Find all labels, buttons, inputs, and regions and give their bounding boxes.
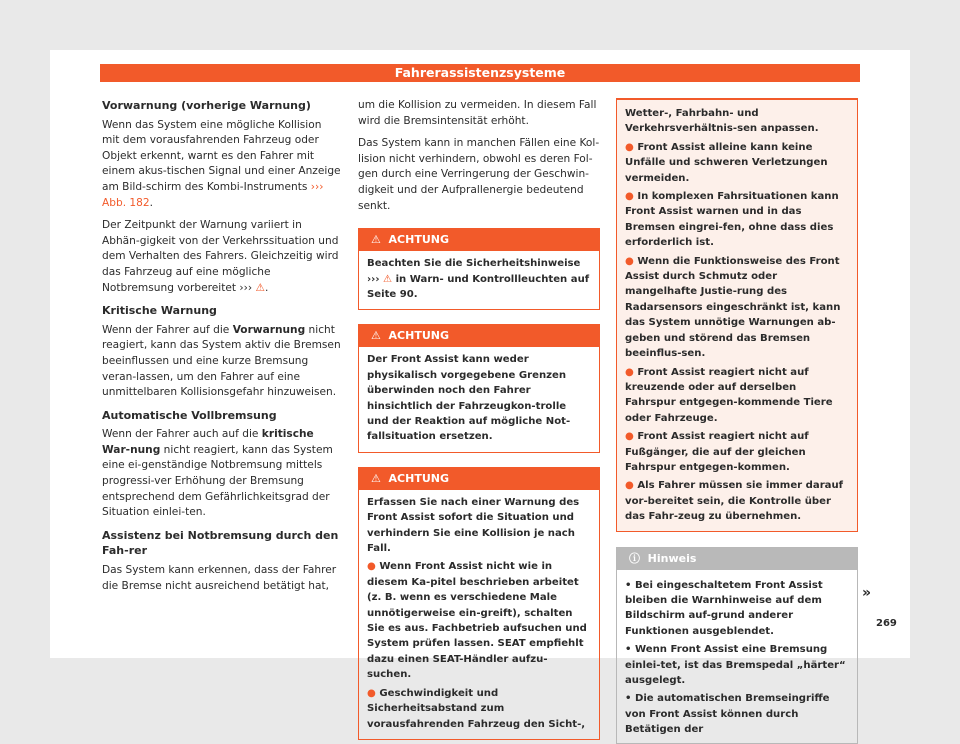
heading-vorwarnung: Vorwarnung (vorherige Warnung): [102, 99, 311, 112]
warning-box-header: ⚠ ACHTUNG: [359, 229, 599, 251]
bullet-icon: •: [625, 579, 632, 591]
bullet-icon: ●: [625, 141, 634, 153]
paragraph: Das System kann in manchen Fällen eine Kol-lision nicht verhindern, obwohl es deren Fol-gen durch eine Verringerung der Geschwin-digkeit und der Aufprallenergie bedeutend senkt.: [358, 137, 600, 212]
hint-box-header: ⓘ Hinweis: [617, 548, 857, 570]
continue-mark: »: [862, 585, 872, 601]
list-item: ● Front Assist reagiert nicht auf kreuzende oder auf derselben Fahrspur entgegen-kommende Tiere oder Fahrzeuge.: [625, 366, 833, 424]
list-item: • Wenn Front Assist eine Bremsung einlei-tet, ist das Bremspedal „härter“ ausgelegt.: [625, 644, 846, 686]
warning-triangle-icon[interactable]: ⚠: [383, 273, 393, 285]
list-item: ● Wenn Front Assist nicht wie in diesem Ka-pitel beschrieben arbeitet (z. B. wenn es verschiedene Male unnötigerweise ein-greift), schalten Sie es aus. Fachbetrieb aufsuchen und System prüfen lassen. SEAT empfiehlt dazu einen SEAT-Händler aufzu-suchen.: [367, 561, 587, 681]
page-number: 269: [876, 618, 897, 629]
warning-box: [358, 467, 600, 740]
list-item: ● In komplexen Fahrsituationen kann Front Assist warnen und in das Bremsen eingrei-fen, ohne dass dies erforderlich ist.: [625, 191, 839, 249]
reference-arrow: ›››: [239, 281, 253, 294]
list-item: ● Front Assist reagiert nicht auf Fußgänger, die auf der gleichen Fahrspur entgegen-kommen.: [625, 431, 809, 473]
warning-box-body: [359, 490, 599, 739]
list-item: ● Wenn die Funktionsweise des Front Assist durch Schmutz oder mangelhafte Justie-rung des Radarsensors eingeschränkt ist, kann das System unnötige Warnungen ab-geben und störend das Bremsen beeinflus-sen.: [625, 255, 841, 360]
warning-box-body: [617, 100, 857, 531]
list-item: • Bei eingeschaltetem Front Assist bleiben die Warnhinweise auf dem Bildschirm auf-grund anderer Funktionen ausgeblendet.: [625, 579, 823, 637]
manual-page: [50, 50, 910, 736]
paragraph: Der Zeitpunkt der Warnung variiert in Abhän-gigkeit von der Verkehrssituation und dem Verhalten des Fahrers. Gleichzeitig wird das Fahrzeug auf eine mögliche Notbremsung vorbereitet ››› ⚠.: [102, 219, 339, 294]
warning-triangle-icon: ⚠: [371, 471, 381, 485]
info-icon: ⓘ: [629, 551, 640, 565]
warning-box-header: ⚠ ACHTUNG: [359, 468, 599, 490]
heading-assistenz-notbremsung: Assistenz bei Notbremsung durch den Fah-rer: [102, 528, 339, 558]
paragraph: Wenn der Fahrer auf die Vorwarnung nicht reagiert, kann das System aktiv die Bremsen beeinflussen und eine kurze Bremsung veran-lassen, um den Fahrer auf eine unmittelbaren Kollisionsgefahr hinzuweisen.: [102, 323, 341, 399]
warning-triangle-icon: ⚠: [371, 329, 381, 343]
warning-triangle-icon: ⚠: [371, 233, 381, 247]
bullet-icon: ●: [625, 191, 634, 203]
warning-box-body: Beachten Sie die Sicherheitshinweise ››› ⚠ in Warn- und Kontrollleuchten auf Seite 90.: [367, 258, 590, 300]
column-right: [616, 98, 858, 744]
bullet-icon: ●: [625, 255, 634, 267]
list-item: ● Front Assist alleine kann keine Unfälle und schweren Verletzungen vermeiden.: [625, 141, 828, 184]
reference-arrow: ›››: [367, 273, 380, 285]
heading-vollbremsung: Automatische Vollbremsung: [102, 408, 277, 422]
bullet-icon: ●: [625, 431, 634, 443]
paragraph: Wenn der Fahrer auch auf die kritische War-nung nicht reagiert, kann das System eine ei-genständige Notbremsung mittels progressi-ver Erhöhung der Bremsung entsprechend dem Gefährlichkeitsgrad der Situation einlei-ten.: [102, 428, 333, 519]
warning-box-header: ⚠ ACHTUNG: [359, 325, 599, 347]
warning-triangle-icon[interactable]: ⚠: [255, 281, 266, 294]
list-item: ● Geschwindigkeit und Sicherheitsabstand zum vorausfahrenden Fahrzeug den Sicht-,: [367, 687, 586, 730]
list-item: • Die automatischen Bremseingriffe von Front Assist können durch Betätigen der: [625, 693, 830, 736]
list-item: ● Als Fahrer müssen sie immer darauf vor-bereitet sein, die Kontrolle über das Fahr-zeug zu übernehmen.: [625, 480, 844, 523]
paragraph: um die Kollision zu vermeiden. In diesem Fall wird die Bremsintensität erhöht.: [358, 99, 597, 127]
figure-link[interactable]: Abb. 182: [102, 196, 150, 209]
heading-kritische-warnung: Kritische Warnung: [102, 304, 217, 318]
column-left: [102, 98, 342, 601]
warning-box: [358, 324, 600, 452]
bullet-icon: •: [625, 693, 632, 705]
section-header: Fahrerassistenzsysteme: [100, 64, 860, 82]
hint-box: [616, 547, 858, 744]
bullet-icon: •: [625, 644, 632, 656]
reference-arrow: ›››: [310, 180, 324, 193]
warning-intro: Erfassen Sie nach einer Warnung des Front Assist sofort die Situation und verhindern Sie eine Kollision je nach Fall.: [367, 496, 580, 555]
bullet-icon: ●: [367, 561, 376, 573]
hint-box-body: [617, 570, 857, 743]
bullet-icon: ●: [625, 366, 634, 378]
paragraph: Wenn das System eine mögliche Kollision mit dem vorausfahrenden Fahrzeug oder Objekt erkennt, warnt es den Fahrer mit einem akus-tischen Signal und einer Anzeige am Bild-schirm des Kombi-Instruments ››› Abb. 182.: [102, 118, 341, 209]
warning-box-continued: [616, 98, 858, 532]
paragraph: Das System kann erkennen, dass der Fahrer die Bremse nicht ausreichend betätigt hat,: [102, 564, 337, 592]
warning-box-body: Der Front Assist kann weder physikalisch vorgegebene Grenzen überwinden noch den Fahrer hinsichtlich der Fahrzeugkon-trolle und der Reaktion auf mögliche Not-fallsituation ersetzen.: [367, 354, 571, 443]
warning-intro: Wetter-, Fahrbahn- und Verkehrsverhältnis-sen anpassen.: [625, 108, 819, 135]
bullet-icon: ●: [625, 480, 634, 492]
bullet-icon: ●: [367, 687, 376, 699]
column-middle: [358, 98, 600, 740]
warning-box: [358, 228, 600, 310]
